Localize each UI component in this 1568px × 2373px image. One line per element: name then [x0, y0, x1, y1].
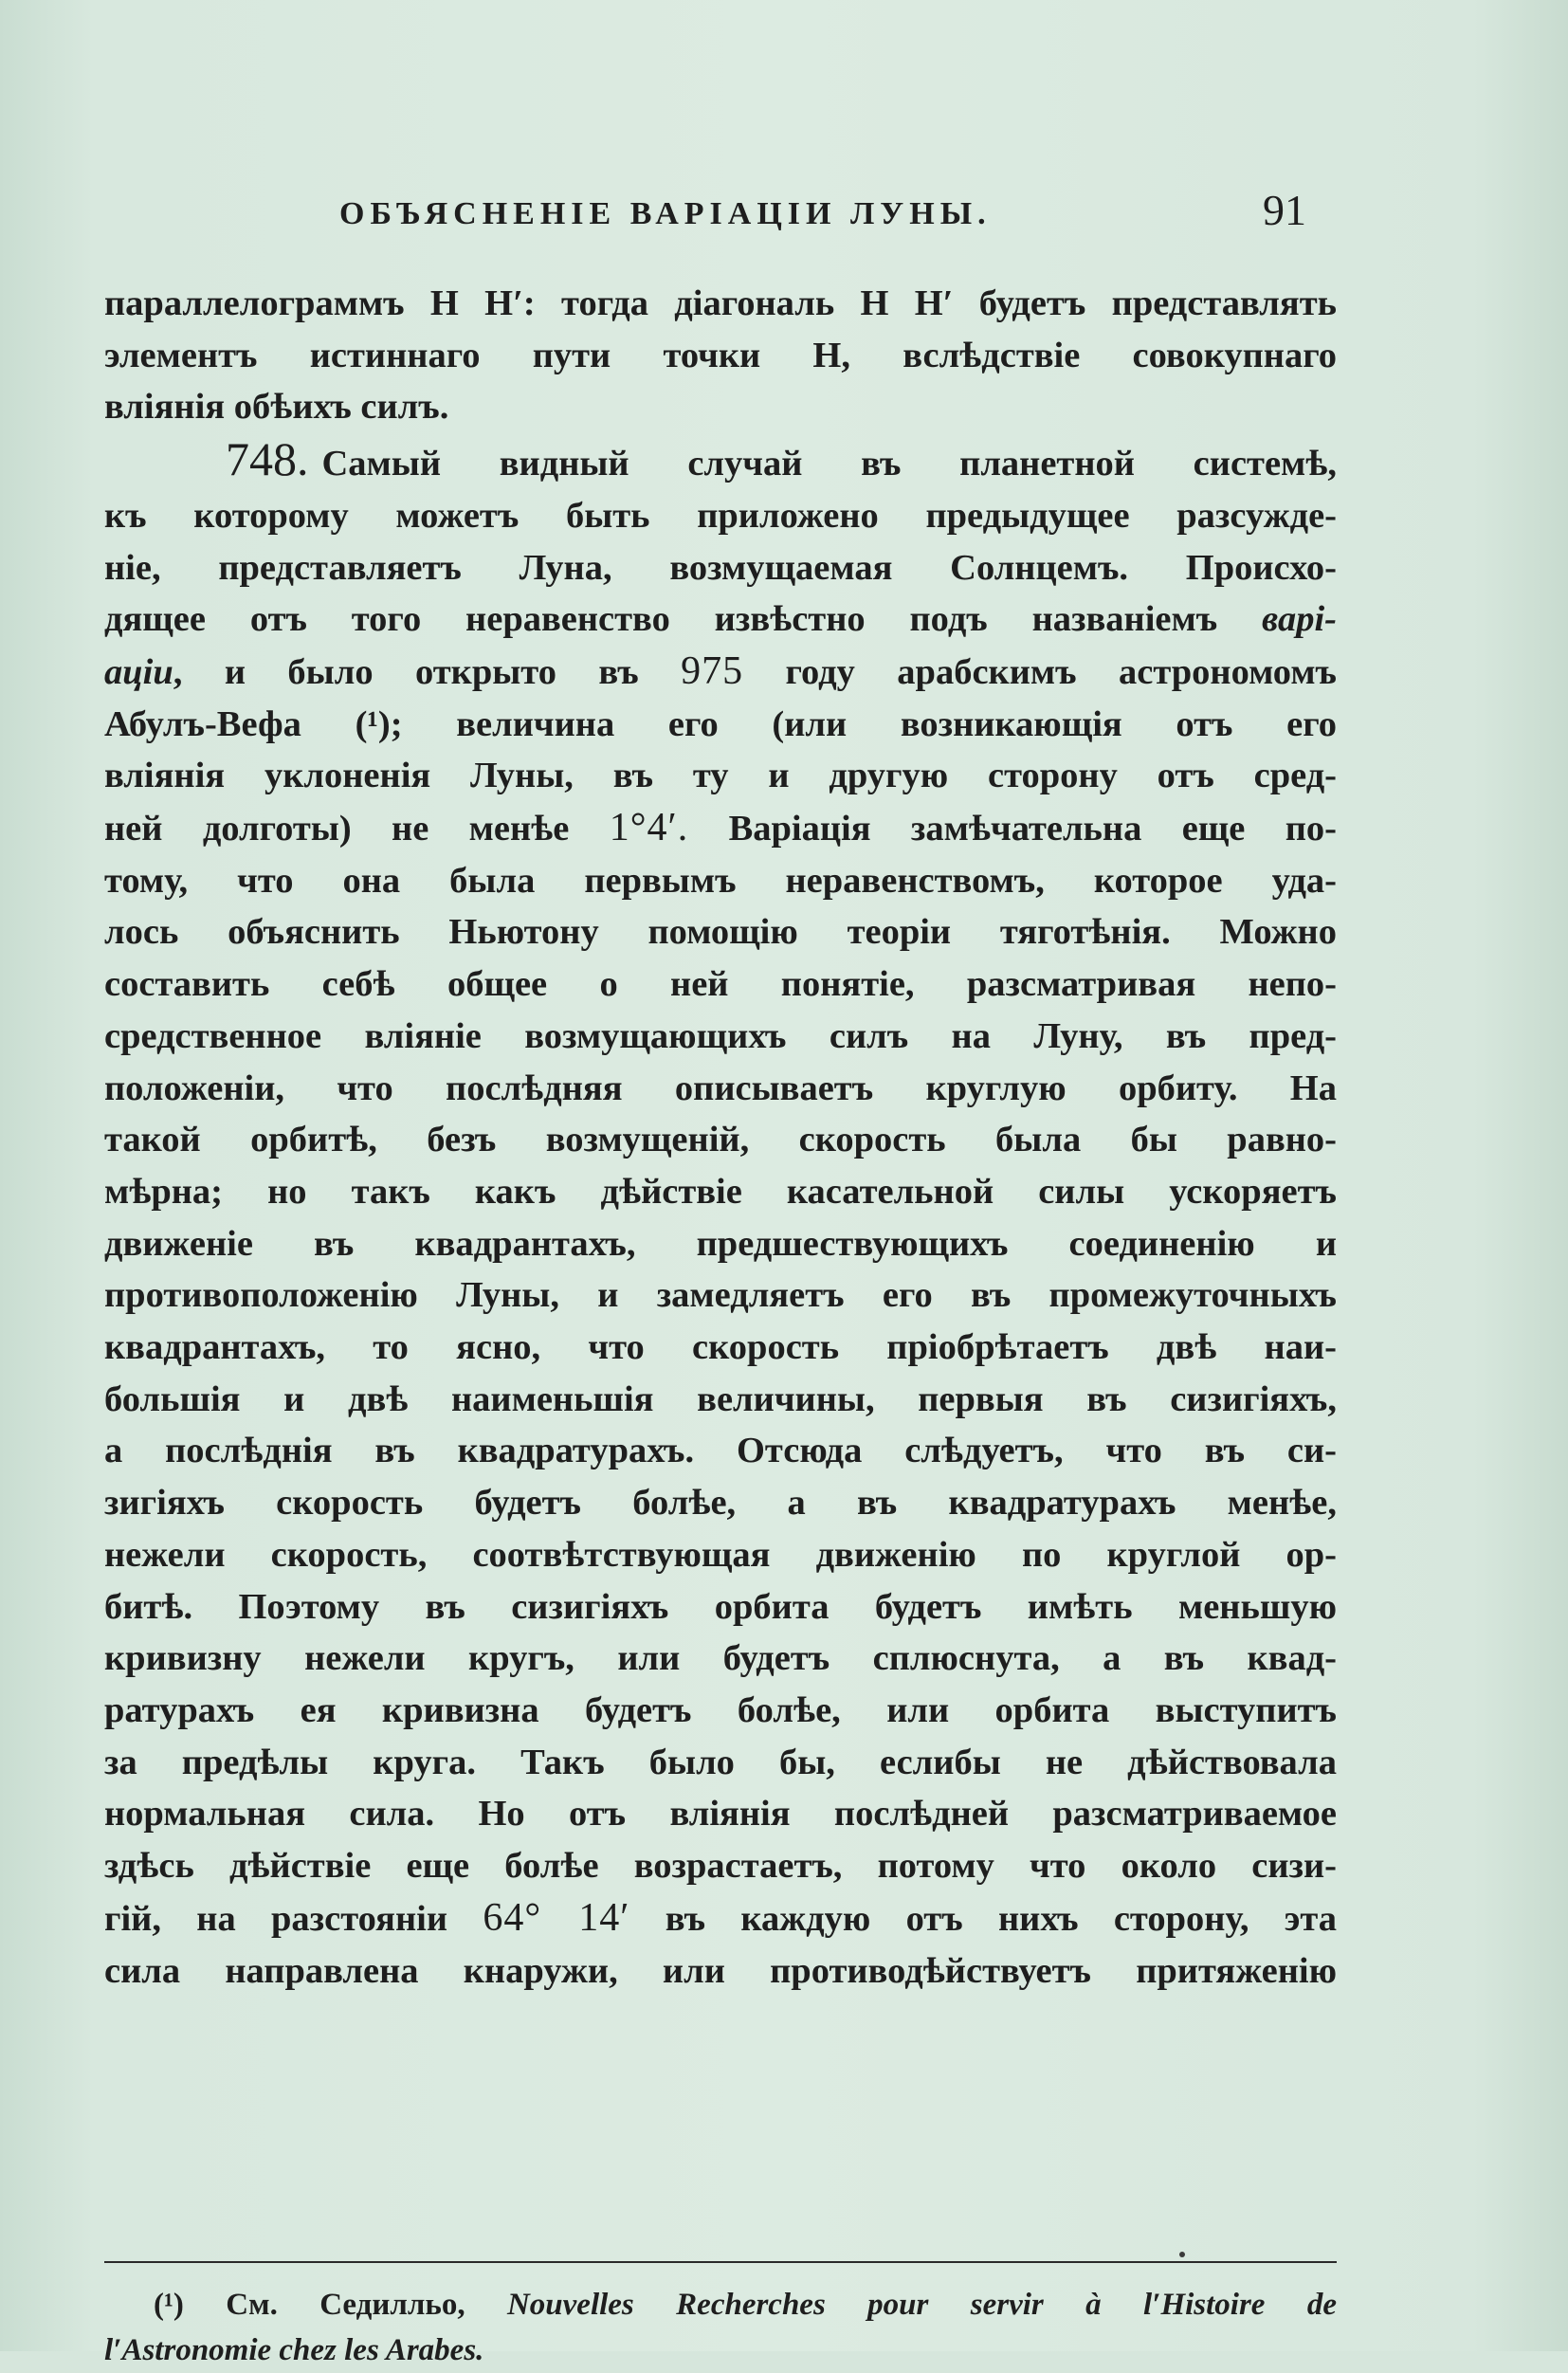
text-line: противоположенію Луны, и замедляетъ его въ промежуточныхъ — [104, 1275, 1337, 1316]
text-span: дящее отъ того неравенство извѣстно подъ названіемъ — [104, 599, 1263, 640]
book-page — [104, 175, 1338, 2367]
text-span: ней долготы) не менѣе — [104, 809, 610, 849]
text-line: лось объяснить Ньютону помощію теоріи тяготѣнія. Можно — [104, 912, 1337, 953]
text-line: вліянія уклоненія Луны, въ ту и другую сторону отъ сред- — [104, 756, 1337, 796]
text-line: вліянія обѣихъ силъ. — [104, 387, 449, 428]
text-line: нежели скорость, соотвѣтствующая движенію по круглой ор- — [104, 1534, 1337, 1575]
text-line: за предѣлы круга. Такъ было бы, еслибы не дѣйствовала — [104, 1742, 1337, 1782]
text-line — [104, 646, 1337, 699]
text-line: Абулъ-Вефа (¹); величина его (или возникающія отъ его — [104, 703, 1337, 744]
text-line — [104, 593, 1337, 646]
text-span: году арабскимъ астрономомъ — [743, 651, 1337, 692]
text-line: движеніе въ квадрантахъ, предшествующихъ соединенію и — [104, 1223, 1337, 1264]
text-span: гій, на разстояніи — [104, 1898, 483, 1939]
text-line: такой орбитѣ, безъ возмущеній, скорость была бы равно- — [104, 1120, 1337, 1160]
footnote — [104, 2282, 1337, 2373]
text-line: къ которому можетъ быть приложено предыдущее разсужде- — [104, 495, 1337, 536]
text-line: а послѣднія въ квадратурахъ. Отсюда слѣдуетъ, что въ си- — [104, 1431, 1337, 1471]
footnote-rule — [104, 2261, 1337, 2263]
footnote-title: Nouvelles Recherches pour servir à l′Histoire de — [506, 2288, 1337, 2322]
text-line: битѣ. Поэтому въ сизигіяхъ орбита будетъ имѣть меньшую — [104, 1586, 1337, 1627]
text-line: сила направлена кнаружи, или противодѣйствуетъ притяженію — [104, 1950, 1337, 1991]
text-line: мѣрна; но такъ какъ дѣйствіе касательной силы ускоряетъ — [104, 1171, 1337, 1212]
text-line: кривизну нежели кругъ, или будетъ сплюснута, а въ квад- — [104, 1638, 1337, 1679]
paragraph-number: 748. — [226, 432, 309, 486]
text-line: параллелограммъ H H′: тогда діагональ H H′ будетъ представлять — [104, 283, 1337, 323]
text-line: большія и двѣ наименьшія величины, первыя въ сизигіяхъ, — [104, 1378, 1337, 1419]
text-line — [104, 433, 1337, 490]
angle-value: 1°4′. — [609, 806, 689, 850]
footnote-mark: (¹) См. Седилльо, — [154, 2288, 507, 2322]
footnote-line — [104, 2282, 1337, 2327]
italic-term: аціи — [104, 651, 173, 692]
text-line: здѣсь дѣйствіе еще болѣе возрастаетъ, потому что около сизи- — [104, 1846, 1337, 1887]
text-line: тому, что она была первымъ неравенствомъ, которое уда- — [104, 860, 1337, 901]
print-speck — [1179, 2252, 1185, 2257]
running-head — [104, 175, 1337, 251]
text-line: зигіяхъ скорость будетъ болѣе, а въ квадратурахъ менѣе, — [104, 1483, 1337, 1524]
text-span: Самый видный случай въ планетной системѣ, — [321, 444, 1337, 484]
text-line: ратурахъ ея кривизна будетъ болѣе, или орбита выступитъ — [104, 1689, 1337, 1730]
footnote-line — [104, 2327, 1337, 2373]
text-line: ніе, представляетъ Луна, возмущаемая Солнцемъ. Происхо- — [104, 547, 1337, 588]
text-line: нормальная сила. Но отъ вліянія послѣдней разсматриваемое — [104, 1794, 1337, 1835]
text-line — [104, 802, 1337, 855]
year-number: 975 — [681, 648, 744, 693]
text-span: , и было открыто въ — [173, 651, 682, 692]
footnote-title: l′Astronomie chez les Arabes. — [104, 2333, 484, 2367]
text-line: средственное вліяніе возмущающихъ силъ на Луну, въ пред- — [104, 1015, 1337, 1056]
italic-term: варі- — [1262, 599, 1337, 640]
text-line: положеніи, что послѣдняя описываетъ круглую орбиту. На — [104, 1068, 1337, 1108]
running-title: ОБЪЯСНЕНІЕ ВАРІАЦІИ ЛУНЫ. — [339, 196, 992, 231]
text-span: въ каждую отъ нихъ сторону, эта — [629, 1898, 1338, 1939]
page-number: 91 — [1263, 186, 1306, 234]
text-line — [104, 1892, 1337, 1945]
text-line: элементъ истиннаго пути точки H, вслѣдствіе совокупнаго — [104, 335, 1337, 375]
text-span: Варіація замѣчательна еще по- — [688, 809, 1337, 849]
angle-value: 64° 14′ — [483, 1895, 630, 1940]
text-line: квадрантахъ, то ясно, что скорость пріобрѣтаетъ двѣ наи- — [104, 1327, 1337, 1368]
body-text — [104, 278, 1337, 1997]
text-line: составить себѣ общее о ней понятіе, разсматривая непо- — [104, 964, 1337, 1005]
